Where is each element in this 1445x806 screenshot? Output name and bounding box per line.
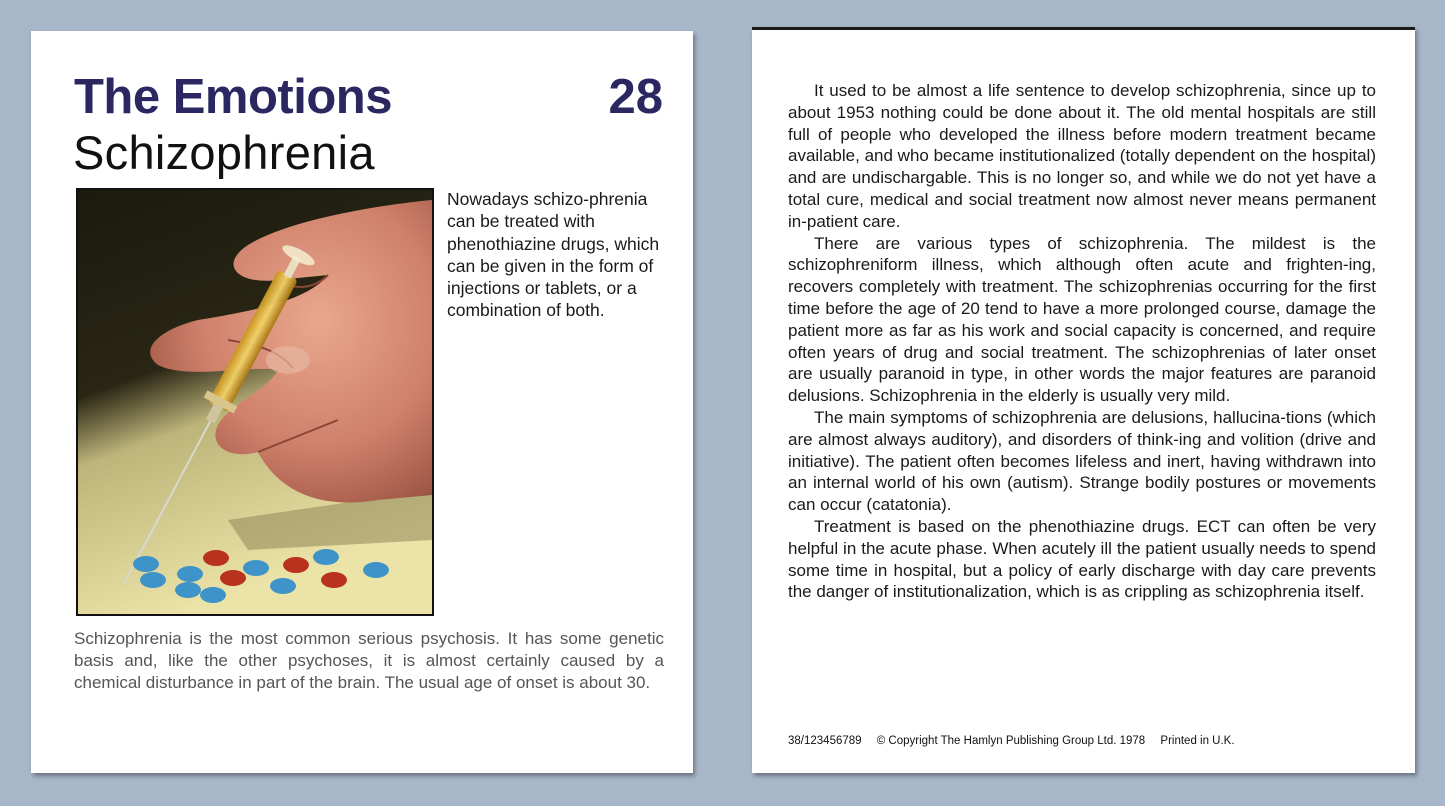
back-body-text xyxy=(788,80,1376,603)
back-paragraph: Treatment is based on the phenothiazine drugs. ECT can often be very helpful in the acute phase. When acutely ill the patient usually needs to spend some time in hospital, but a policy of early discharge with day care prevents the danger of institutionalization, which is as crippling as schizophrenia itself. xyxy=(788,516,1376,602)
back-paragraph: It used to be almost a life sentence to develop schizophrenia, since up to about 1953 nothing could be done about it. The old mental hospitals are still full of people who developed the illness before modern treatment became available, and who became institutionalized (totally dependent on the hospital) and are undischargable. This is no longer so, and while we do not yet have a total cure, medical and social treatment now almost never means permanent in-patient care. xyxy=(788,81,1376,231)
footer-code: 38/123456789 xyxy=(788,735,862,747)
back-paragraph: The main symptoms of schizophrenia are delusions, hallucina-tions (which are almost always auditory), and disorders of think-ing and volition (drive and initiative). The patient often becomes lifeless and inert, having withdrawn into an internal world of his own (autism). Strange bodily postures or movements can occur (catatonia). xyxy=(788,407,1376,515)
card-title: Schizophrenia xyxy=(73,126,375,179)
card-number: 28 xyxy=(608,70,663,124)
footer-printed: Printed in U.K. xyxy=(1160,735,1235,747)
series-title: The Emotions xyxy=(74,70,392,124)
card-back xyxy=(752,27,1415,773)
back-paragraph: There are various types of schizophrenia. The mildest is the schizophreniform illness, which although often acute and frighten-ing, recovers completely with treatment. The schizophrenias occurring for the first time before the age of 20 tend to have a more prolonged course, damage the patient more as far as his work and social capacity is concerned, and require often years of drug and social treatment. The schizophrenias of later onset are usually paranoid in type, in other words the major features are paranoid delusions. Schizophrenia in the elderly is usually very mild. xyxy=(788,233,1376,406)
photo-caption: Nowadays schizo-phrenia can be treated with phenothiazine drugs, which can be given in the form of injections or tablets, or a combination of both. xyxy=(447,189,660,321)
footer-copyright: © Copyright The Hamlyn Publishing Group Ltd. 1978 xyxy=(876,735,1146,747)
front-body-text: Schizophrenia is the most common serious psychosis. It has some genetic basis and, like the other psychoses, it is almost certainly caused by a chemical disturbance in part of the brain. The usual age of onset is about 30. xyxy=(74,629,664,693)
card-front xyxy=(31,31,693,773)
syringe-hand-pills-photo xyxy=(76,188,434,616)
footer xyxy=(788,735,1247,747)
